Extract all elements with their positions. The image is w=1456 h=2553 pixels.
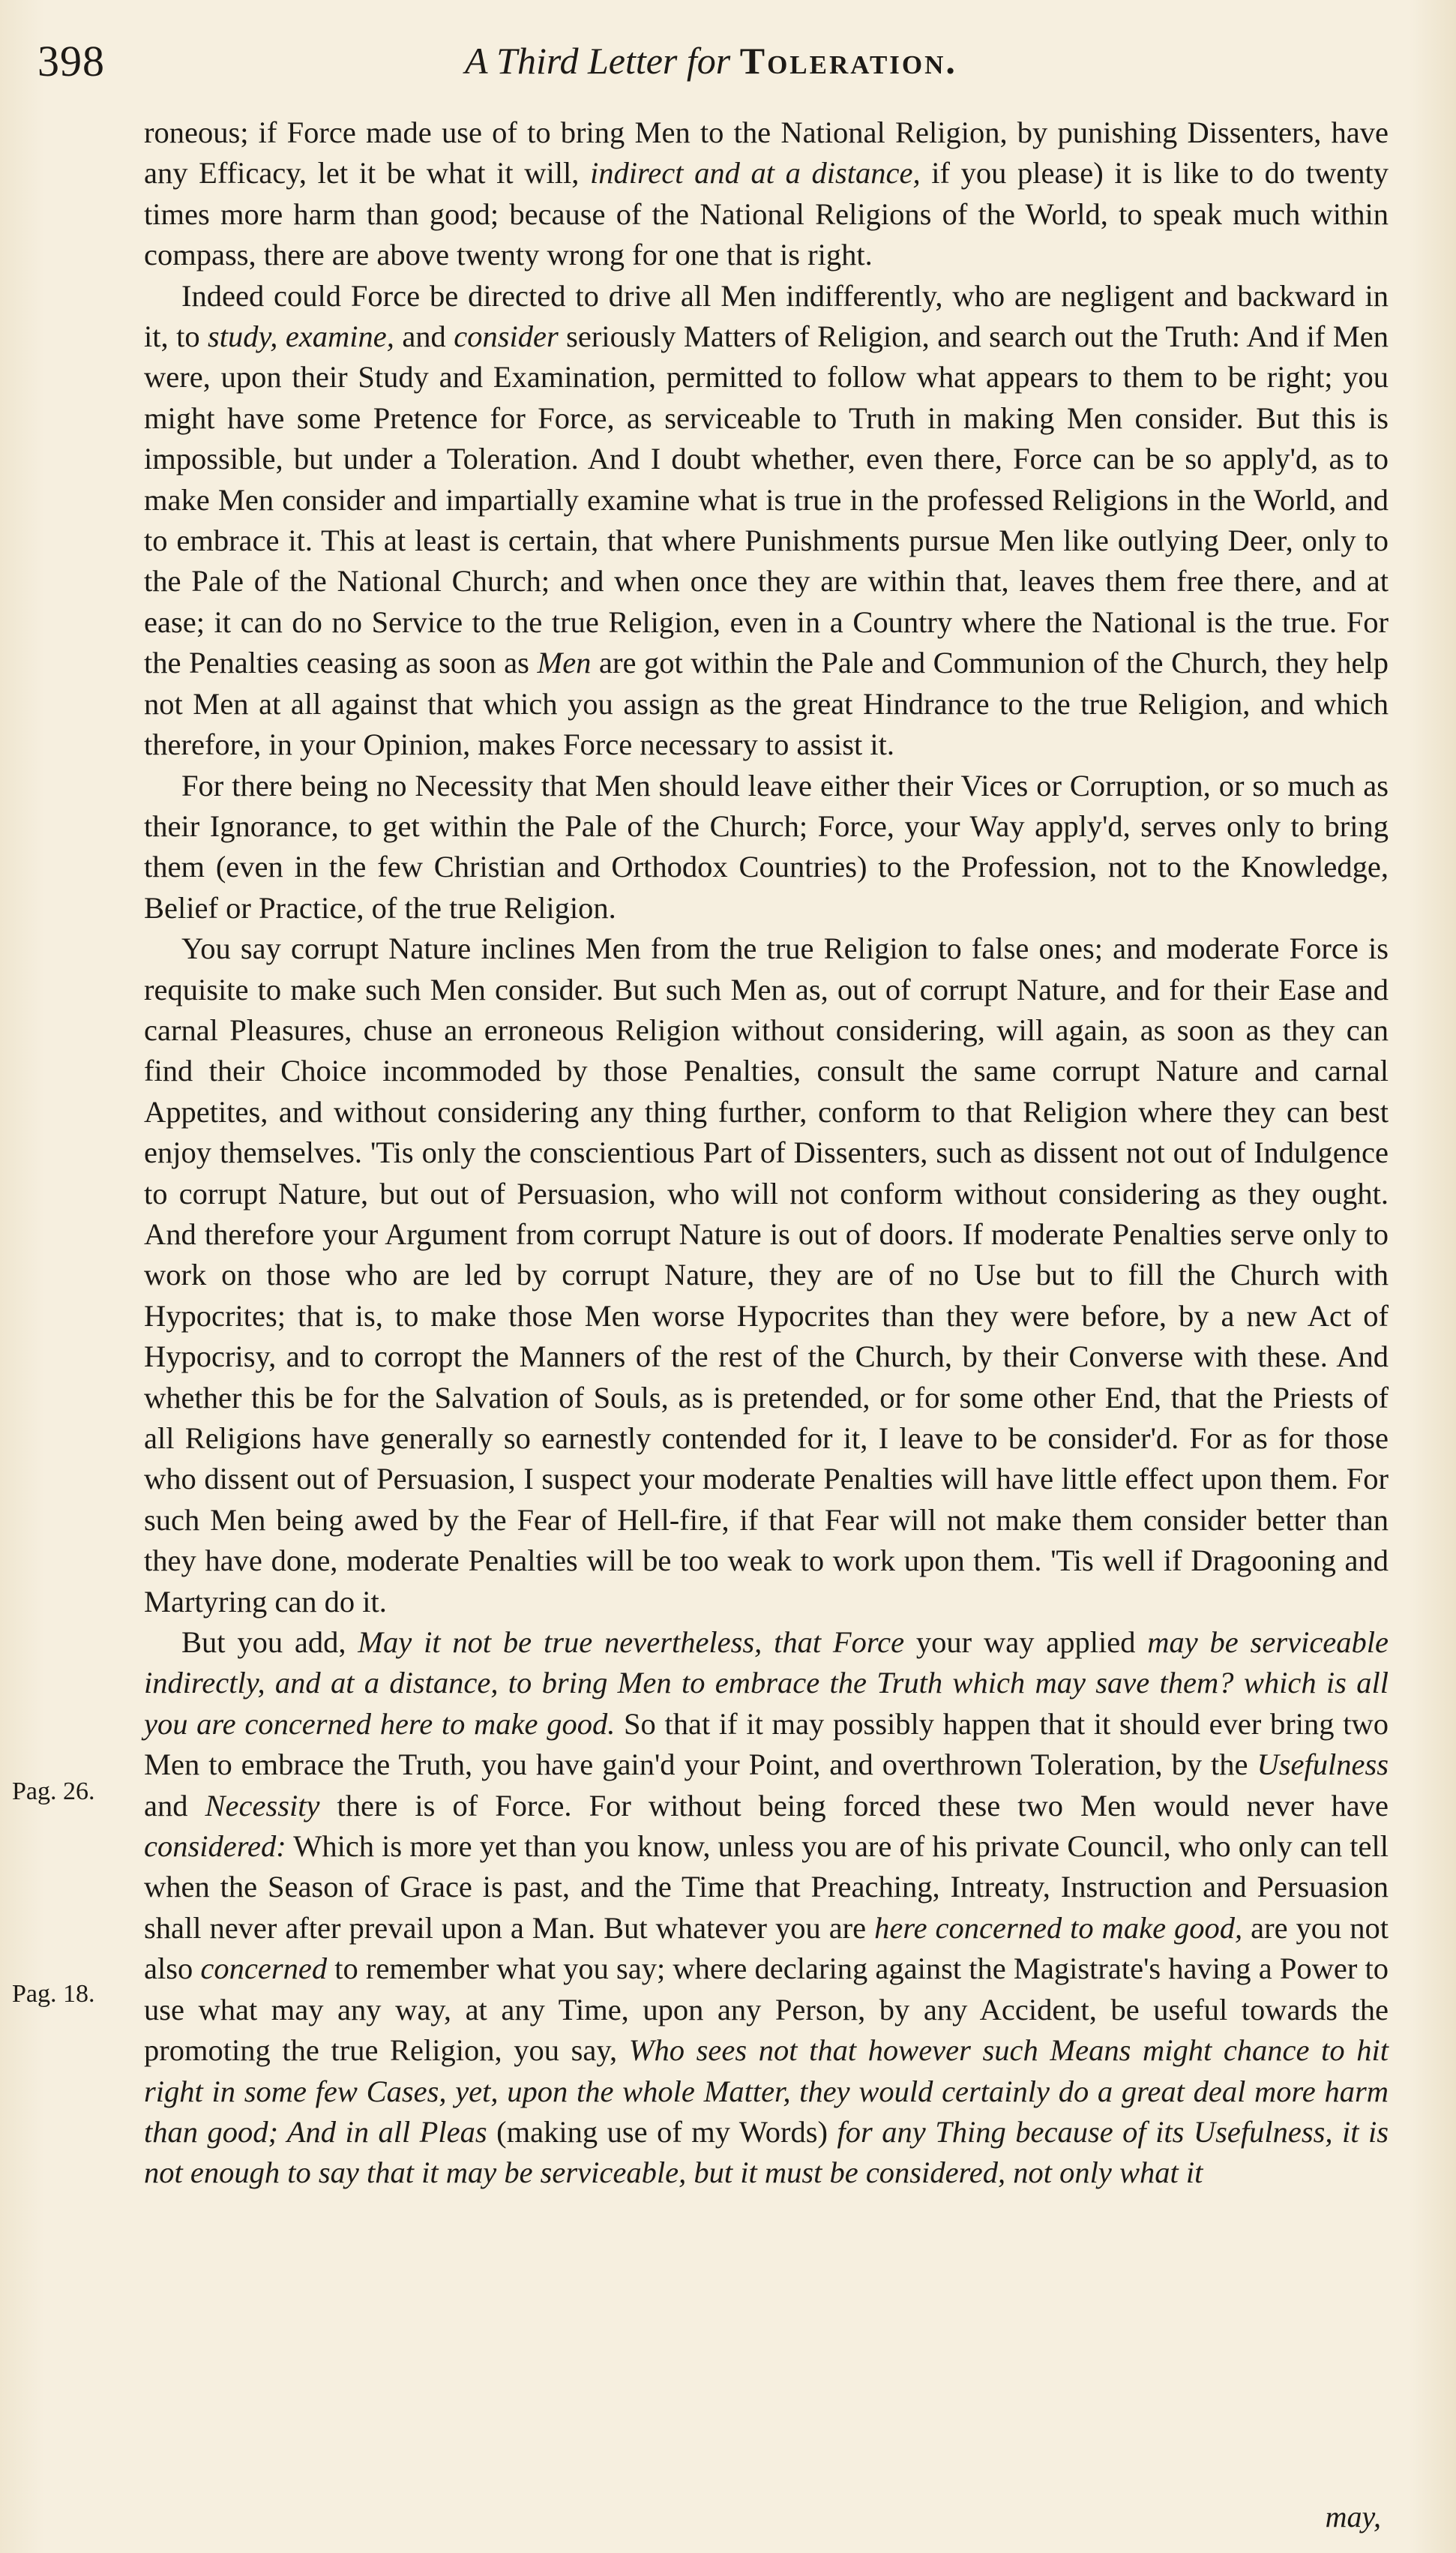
paragraph-5 xyxy=(144,1622,1389,2194)
italic-run: Who sees not that however such Means might chance to hit right in some few Cases, yet, upon the whole Matter, they would certainly do a great deal more harm than good; And in all Pleas xyxy=(144,2033,1389,2149)
text-run: are got within the Pale and Communion of the Church, they help not Men at all against that which you assign as the great Hindrance to the true Religion, and which therefore, in your Opinion, makes Force necessary to assist it. xyxy=(144,646,1389,762)
text-run: roneous; if Force made use of to bring Men to the National Religion, by punishing Dissenters, have any Efficacy, let it be what it will, xyxy=(144,116,1389,190)
text-run: if you please) it is like to do twenty times more harm than good; because of the National Religions of the World, to speak much within compass, there are above twenty wrong for one that is right. xyxy=(144,156,1389,272)
italic-run: here concerned to make good, xyxy=(874,1910,1243,1945)
italic-run: study, examine, xyxy=(208,320,394,354)
running-head-title: A Third Letter for xyxy=(465,40,731,82)
paragraph-2 xyxy=(144,276,1389,766)
text-run: So that if it may possibly happen that it should ever bring two Men to embrace the Truth, you have gain'd your Point, and overthrown Toleration, by the xyxy=(144,1706,1389,1782)
text-run: (making use of my Words) xyxy=(487,2114,837,2149)
catchword: may, xyxy=(1325,2500,1381,2534)
text-run: are you not also xyxy=(144,1910,1389,1986)
text-run: seriously Matters of Religion, and search out the Truth: And if Men were, upon their Study and Examination, permitted to follow what appears to them to be right; you might have some Pretence for Force, as serviceable to Truth in making Men consider. But this is impossible, but under a Toleration. And I doubt whether, even there, Force can be so apply'd, as to make Men consider and impartially examine what is true in the professed Religions in the World, and to embrace it. This at least is certain, that where Punishments pursue Men like outlying Deer, only to the Pale of the National Church; and when once they are within that, leaves them free there, and at ease; it can do no Service to the true Religion, even in a Country where the National is the true. For the Penalties ceasing as soon as xyxy=(144,320,1389,680)
paragraph-4 xyxy=(144,928,1389,1622)
text-run: your way applied xyxy=(904,1625,1148,1660)
italic-run: consider xyxy=(454,320,559,354)
italic-run: concerned xyxy=(200,1952,328,1986)
italic-run: indirect and at a distance, xyxy=(590,156,921,190)
paragraph-3 xyxy=(144,766,1389,929)
body-text xyxy=(144,112,1389,2194)
italic-run: Usefulness xyxy=(1257,1748,1389,1782)
italic-run: May it not be true nevertheless, that Force xyxy=(358,1625,905,1660)
italic-run: Men xyxy=(537,646,592,680)
text-run: But you add, xyxy=(181,1625,358,1660)
text-run: Indeed could Force be directed to drive all Men indifferently, who are negligent and backward in it, to xyxy=(144,278,1389,354)
text-run: to remember what you say; where declaring against the Magistrate's having a Power to use what may any way, at any Time, upon any Person, by any Accident, be useful towards the promoting the true Religion, you say, xyxy=(144,1952,1389,2068)
italic-run: Necessity xyxy=(205,1788,320,1822)
paragraph-1 xyxy=(144,112,1389,276)
running-head xyxy=(465,39,957,82)
italic-run: considered: xyxy=(144,1829,286,1864)
italic-run: for any Thing because of its Usefulness, it is not enough to say that it may be serviceable, but it must be considered, not only what it xyxy=(144,2114,1389,2190)
text-run: You say corrupt Nature inclines Men from the true Religion to false ones; and moderate Force is requisite to make such Men consider. But such Men as, out of corrupt Nature, and for their Ease and carnal Pleasures, chuse an erroneous Religion without considering, will again, as soon as they can find their Choice incommoded by those Penalties, consult the same corrupt Nature and carnal Appetites, and without considering any thing further, conform to that Religion where they can best enjoy themselves. 'Tis only the conscientious Part of Dissenters, such as dissent not out of Indulgence to corrupt Nature, but out of Persuasion, who will not conform without considering as they ought. And therefore your Argument from corrupt Nature is out of doors. If moderate Penalties serve only to work on those who are led by corrupt Nature, they are of no Use but to fill the Church with Hypocrites; that is, to make those Men worse Hypocrites than they were before, by a new Act of Hypocrisy, and to corropt the Manners of the rest of the Church, by their Converse with these. And whether this be for the Salvation of Souls, as is pretended, or for some other End, that the Priests of all Religions have generally so earnestly contended for it, I leave to be consider'd. For as for those who dissent out of Persuasion, I suspect your moderate Penalties will have little effect upon them. For such Men being awed by the Fear of Hell-fire, if that Fear will not make them consider better than they have done, moderate Penalties will be too weak to work upon them. 'Tis well if Dragooning and Martyring can do it. xyxy=(144,932,1389,1618)
text-run: and xyxy=(394,320,454,354)
text-run: Which is more yet than you know, unless you are of his private Council, who only can tell when the Season of Grace is past, and the Time that Preaching, Intreaty, Instruction and Persuasion shall never after prevail upon a Man. But whatever you are xyxy=(144,1829,1389,1945)
page-number: 398 xyxy=(37,37,105,86)
running-head-caps: Toleration. xyxy=(739,40,957,82)
text-run: there is of Force. For without being forced these two Men would never have xyxy=(319,1788,1389,1822)
text-run: For there being no Necessity that Men should leave either their Vices or Corruption, or so much as their Ignorance, to get within the Pale of the Church; Force, your Way apply'd, serves only to bring them (even in the few Christian and Orthodox Countries) to the Profession, not to the Knowledge, Belief or Practice, of the true Religion. xyxy=(144,768,1389,925)
text-run: and xyxy=(144,1788,205,1822)
margin-note-pag-26: Pag. 26. xyxy=(12,1778,95,1805)
margin-note-pag-18: Pag. 18. xyxy=(12,1980,95,2008)
italic-run: may be serviceable indirectly, and at a distance, to bring Men to embrace the Truth which may save them? which is all you are concerned here to make good. xyxy=(144,1625,1389,1741)
